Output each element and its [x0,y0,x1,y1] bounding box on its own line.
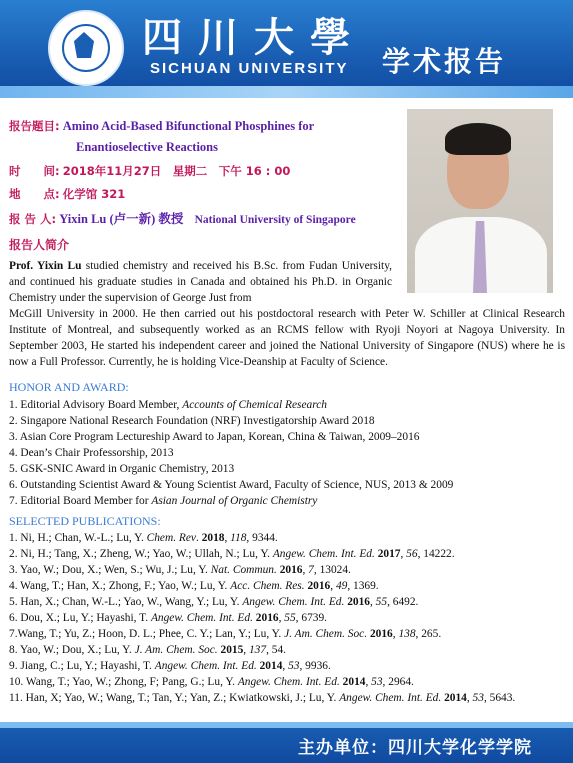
footer-stripe [0,722,573,728]
talk-speaker-row [9,209,356,227]
speaker-photo [407,109,553,293]
publication-authors: 3. Yao, W.; Dou, X.; Wen, S.; Wu, J.; Lu, Y. [9,564,211,576]
bio-text-narrow: studied chemistry and received his B.Sc. from Fudan University, and continued his graduate studies in Canada and obtained his Ph.D. in Organic Chemistry under the supervision of George Just from [9,260,392,304]
honor-item [9,413,453,429]
event-title: 学术报告 [382,45,507,78]
publication-journal: Angew. Chem. Int. Ed. [150,612,253,624]
publication-item: 2. Ni, H.; Tang, X.; Zheng, W.; Yao, W.; Ullah, N.; Lu, Y. Angew. Chem. Int. Ed. 2017, 56, 14222. [9,548,455,560]
publication-volume: 118 [230,532,247,544]
talk-title-line1: Amino Acid-Based Bifunctional Phosphines for [62,119,315,133]
honor-journal: Asian Journal of Organic Chemistry [151,495,318,507]
publication-journal: Acc. Chem. Res. [230,580,305,592]
honor-text: 5. GSK-SNIC Award in Organic Chemistry, 2013 [9,463,235,475]
honor-journal: Accounts of Chemical Research [182,399,328,411]
bio-name: Prof. Yixin Lu [9,260,82,272]
publication-sep: . [195,532,202,544]
publication-journal: Angew. Chem. Int. Ed. [272,548,375,560]
photo-hair [445,123,511,155]
talk-place-value: 化学馆 321 [62,187,126,201]
talk-title-row [9,118,314,134]
publication-year: 2014 [444,692,467,704]
publication-journal: Angew. Chem. Int. Ed. [237,676,340,688]
publication-volume: 49 [335,580,348,592]
publication-authors: 8. Yao, W.; Dou, X.; Lu, Y. [9,644,135,656]
publication-volume: 53 [288,660,300,672]
university-name-cn: 四川大學 [142,14,366,61]
publication-journal: J. Am. Chem. Soc. [284,628,368,640]
header-banner [0,0,573,98]
bio-paragraph-bottom: McGill University in 2000. He then carried out his postdoctoral research with Peter W. Schiller at Clinical Research Institute of Montreal, and subsequently worked as an RCMS fellow with Ryoji Noyori at Nagoya University. In September 2003, He started his independent career and joined the National University of Singapore (NUS) where he is now a Full Professor. Currently, he is holding Vice-Deanship at Faculty of Science. [9,308,565,368]
publication-authors: 1. Ni, H.; Chan, W.-L.; Lu, Y. [9,532,147,544]
publication-year: 2017 [377,548,401,560]
publication-authors: 2. Ni, H.; Tang, X.; Zheng, W.; Yao, W.; Ullah, N.; Lu, Y. [9,548,273,560]
talk-time-value: 2018年11月27日 星期二 下午 16 : 00 [62,164,291,178]
publication-pages: , 54. [266,644,287,656]
talk-speaker-name: Yixin Lu (卢一新) 教授 [59,212,184,226]
publication-journal: Nat. Commun. [210,564,277,576]
publication-pages: , 6739. [295,612,327,624]
publication-item: 10. Wang, T.; Yao, W.; Zhong, F; Pang, G.; Lu, Y. Angew. Chem. Int. Ed. 2014, 53, 2964. [9,676,414,688]
publication-volume: 56 [406,548,418,560]
publication-journal: J. Am. Chem. Soc. [134,644,218,656]
talk-title-row-2 [76,140,218,155]
publication-authors: 5. Han, X.; Chan, W.-L.; Yao, W., Wang, Y.; Lu, Y. [9,596,243,608]
honor-text: 3. Asian Core Program Lectureship Award to Japan, Korean, China & Taiwan, 2009–2016 [9,431,420,443]
talk-speaker-label: 报 告 人: [9,212,57,226]
publication-journal: Chem. Rev [146,532,196,544]
publication-journal: Angew. Chem. Int. Ed. [339,692,442,704]
talk-title-label: 报告题目: [9,119,60,133]
honor-item [9,445,453,461]
host-organization: 主办单位：四川大学化学学院 [298,738,532,758]
honor-item [9,397,453,413]
publication-volume: 138 [398,628,416,640]
publication-year: 2016 [347,596,370,608]
publication-year: 2015 [220,644,244,656]
publication-item: 4. Wang, T.; Han, X.; Zhong, F.; Yao, W.; Lu, Y. Acc. Chem. Res. 2016, 49, 1369. [9,580,379,592]
honor-item [9,461,453,477]
publication-authors: 7.Wang, T.; Yu, Z.; Hoon, D. L.; Phee, C. Y.; Lan, Y.; Lu, Y. [9,628,285,640]
publications-heading: SELECTED PUBLICATIONS: [9,514,161,528]
publication-pages: , 14222. [417,548,455,560]
bio-paragraph-top [9,258,392,306]
publication-pages: , 265. [415,628,442,640]
publication-item: 1. Ni, H.; Chan, W.-L.; Lu, Y. Chem. Rev. 2018, 118, 9344. [9,532,278,544]
publication-item: 7.Wang, T.; Yu, Z.; Hoon, D. L.; Phee, C. Y.; Lan, Y.; Lu, Y. J. Am. Chem. Soc. 2016, 138, 265. [9,628,442,640]
publication-year: 2014 [259,660,283,672]
publication-authors: 11. Han, X; Yao, W.; Wang, T.; Tan, Y.; Yan, Z.; Kwiatkowski, J.; Lu, Y. [9,692,340,704]
publication-year: 2014 [342,676,366,688]
publication-journal: Angew. Chem. Int. Ed. [242,596,345,608]
publication-year: 2018 [201,532,225,544]
publication-year: 2016 [307,580,331,592]
publication-volume: 53 [472,692,484,704]
publication-pages: , 9936. [299,660,331,672]
publication-pages: , 13024. [313,564,351,576]
university-seal-icon [48,10,124,86]
publication-pages: , 5643. [483,692,516,704]
publication-item: 5. Han, X.; Chan, W.-L.; Yao, W., Wang, Y.; Lu, Y. Angew. Chem. Int. Ed. 2016, 55, 6492. [9,596,419,608]
honor-text: 2. Singapore National Research Foundation (NRF) Investigatorship Award 2018 [9,415,375,427]
footer-banner [0,722,573,763]
talk-place-label: 地 点: [9,187,60,201]
publication-year: 2016 [279,564,303,576]
talk-time-label: 时 间: [9,164,60,178]
publication-volume: 55 [284,612,296,624]
publication-item: 8. Yao, W.; Dou, X.; Lu, Y. J. Am. Chem. Soc. 2015, 137, 54. [9,644,287,656]
publication-item: 6. Dou, X.; Lu, Y.; Hayashi, T. Angew. Chem. Int. Ed. 2016, 55, 6739. [9,612,327,624]
honors-heading: HONOR AND AWARD: [9,380,129,394]
honor-item [9,493,453,509]
honors-list [9,397,453,509]
publication-volume: 55 [375,596,388,608]
talk-speaker-affiliation: National University of Singapore [194,214,356,226]
talk-time-row [9,163,290,179]
university-name-en: SICHUAN UNIVERSITY [150,60,349,77]
publication-volume: 53 [371,676,383,688]
publication-year: 2016 [255,612,279,624]
honor-item [9,429,453,445]
header-stripe [0,86,573,98]
publication-year: 2016 [369,628,393,640]
publication-item: 9. Jiang, C.; Lu, Y.; Hayashi, T. Angew. Chem. Int. Ed. 2014, 53, 9936. [9,660,331,672]
publication-authors: 10. Wang, T.; Yao, W.; Zhong, F; Pang, G.; Lu, Y. [9,676,238,688]
publication-item: 11. Han, X; Yao, W.; Wang, T.; Tan, Y.; Yan, Z.; Kwiatkowski, J.; Lu, Y. Angew. Chem. Int. Ed. 2014, 53, 5643. [9,692,516,704]
talk-title-line2: Enantioselective Reactions [76,140,218,154]
honor-text: 1. Editorial Advisory Board Member, [9,399,183,411]
publication-volume: 7 [308,564,314,576]
publication-pages: , 2964. [382,676,414,688]
publication-authors: 6. Dou, X.; Lu, Y.; Hayashi, T. [9,612,151,624]
honor-item [9,477,453,493]
publication-item: 3. Yao, W.; Dou, X.; Wen, S.; Wu, J.; Lu, Y. Nat. Commun. 2016, 7, 13024. [9,564,351,576]
honor-text: 7. Editorial Board Member for [9,495,152,507]
bio-heading: 报告人简介 [9,238,70,252]
talk-place-row [9,186,125,202]
publication-pages: , 1369. [347,580,379,592]
honor-text: 6. Outstanding Scientist Award & Young Scientist Award, Faculty of Science, NUS, 2013 & 2009 [9,479,454,491]
publication-pages: , 6492. [387,596,419,608]
publication-authors: 9. Jiang, C.; Lu, Y.; Hayashi, T. [9,660,155,672]
publication-journal: Angew. Chem. Int. Ed. [154,660,257,672]
publication-pages: , 9344. [246,532,278,544]
publication-authors: 4. Wang, T.; Han, X.; Zhong, F.; Yao, W.; Lu, Y. [9,580,231,592]
publication-volume: 137 [248,644,267,656]
honor-text: 4. Dean’s Chair Professorship, 2013 [9,447,174,459]
publications-list [9,530,515,706]
